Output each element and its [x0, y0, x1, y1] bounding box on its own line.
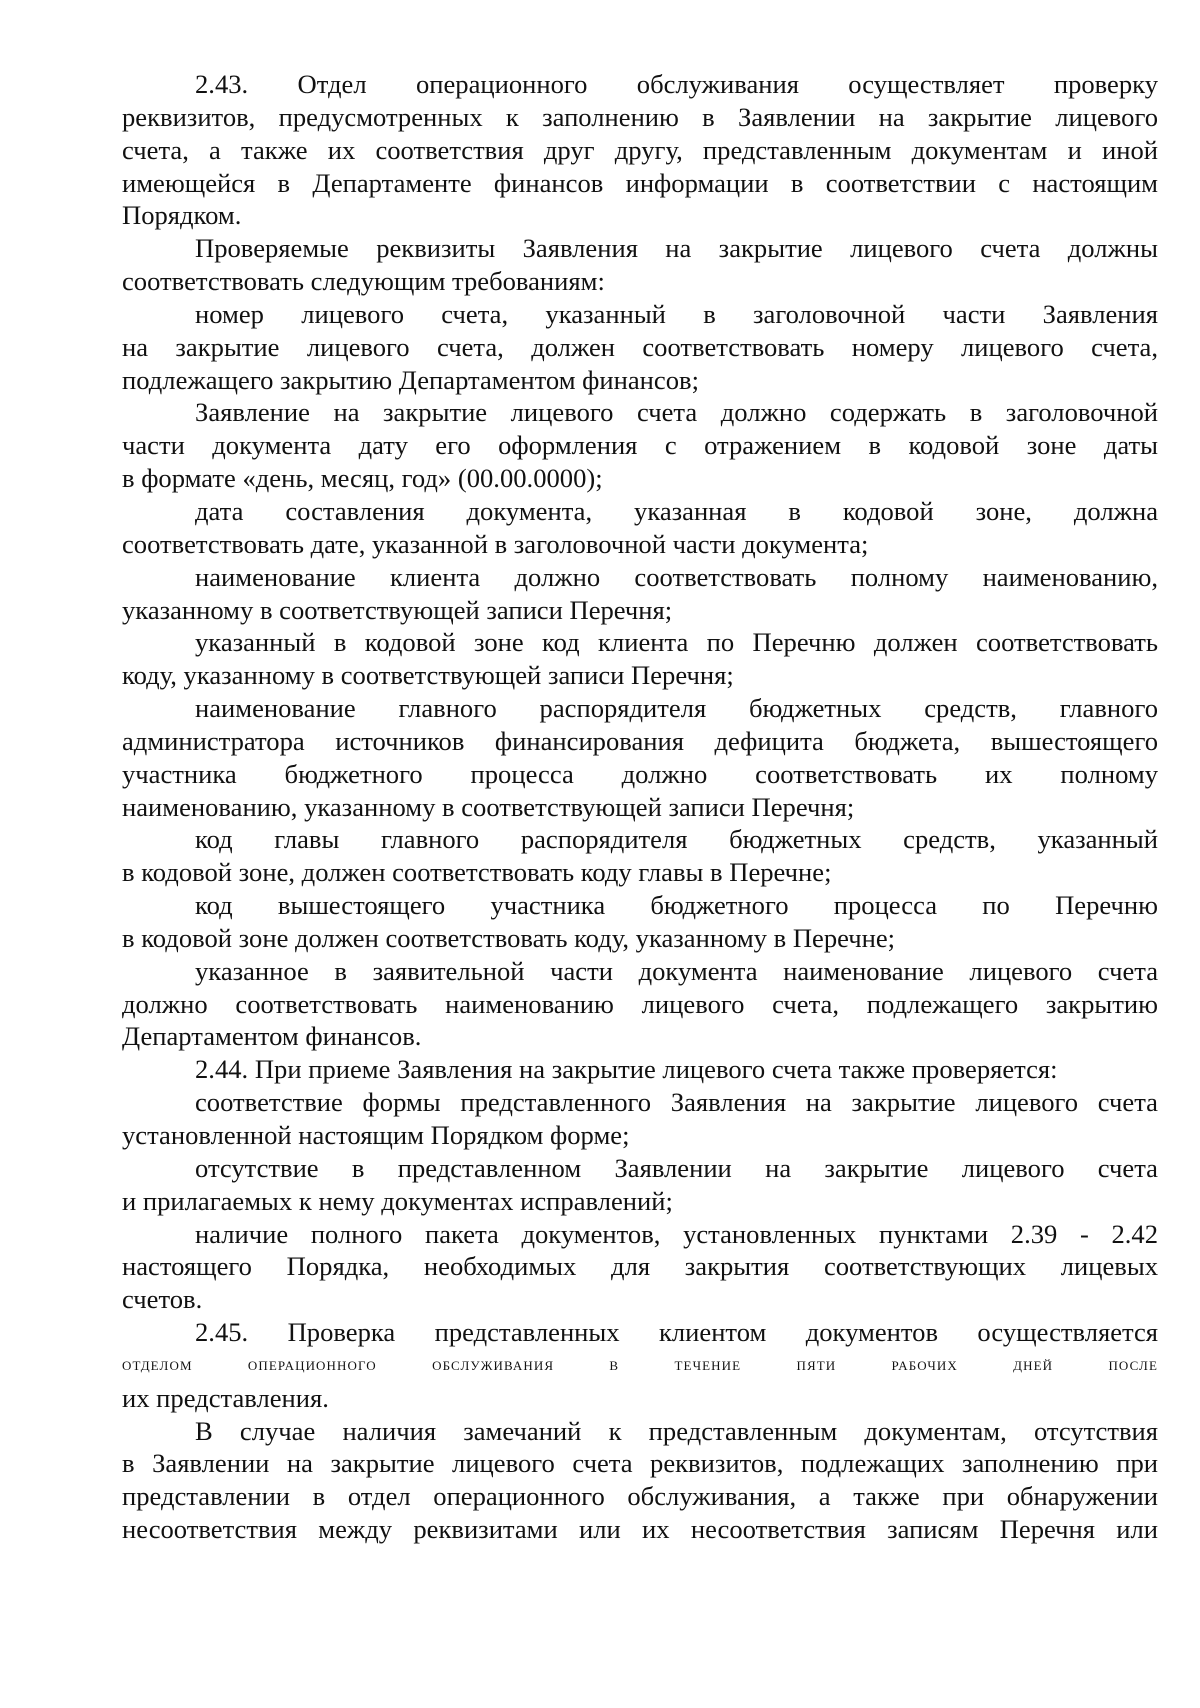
paragraph — [122, 561, 1158, 627]
paragraph — [122, 823, 1158, 889]
paragraph-line: соответствовать дате, указанной в заголовочной части документа; — [122, 528, 869, 559]
paragraph — [122, 1218, 1158, 1317]
paragraph — [122, 298, 1158, 397]
paragraph — [122, 1086, 1158, 1152]
paragraph-line: в кодовой зоне, должен соответствовать коду главы в Перечне; — [122, 857, 832, 888]
paragraph-line: соответствие формы представленного Заявления на закрытие лицевого счета — [195, 1087, 1158, 1118]
paragraph-line: номер лицевого счета, указанный в заголовочной части Заявления — [195, 298, 1158, 329]
paragraph-line: на закрытие лицевого счета, должен соответствовать номеру лицевого счета, — [122, 331, 1158, 362]
paragraph — [122, 1415, 1158, 1546]
paragraph-line: Департаментом финансов. — [122, 1021, 422, 1052]
paragraph-line: наименование клиента должно соответствовать полному наименованию, — [195, 561, 1158, 592]
paragraph — [122, 396, 1158, 495]
paragraph-line: представлении в отдел операционного обслуживания, а также при обнаружении — [122, 1481, 1158, 1512]
paragraph — [122, 955, 1158, 1054]
paragraph-line: должно соответствовать наименованию лицевого счета, подлежащего закрытию — [122, 988, 1158, 1019]
paragraph-line: наименованию, указанному в соответствующей записи Перечня; — [122, 791, 855, 822]
paragraph-line: участника бюджетного процесса должно соответствовать их полному — [122, 758, 1158, 789]
paragraph — [122, 68, 1158, 232]
paragraph-line: реквизитов, предусмотренных к заполнению в Заявлении на закрытие лицевого — [122, 101, 1158, 132]
paragraph-line: коду, указанному в соответствующей записи Перечня; — [122, 660, 734, 691]
paragraph-line: код главы главного распорядителя бюджетных средств, указанный — [195, 824, 1158, 855]
paragraph-line: код вышестоящего участника бюджетного процесса по Перечню — [195, 890, 1158, 921]
paragraph-line: указанное в заявительной части документа наименование лицевого счета — [195, 955, 1158, 986]
paragraph — [122, 692, 1158, 823]
paragraph-line: 2.43. Отдел операционного обслуживания осуществляет проверку — [195, 69, 1158, 99]
paragraph-line: подлежащего закрытию Департаментом финансов; — [122, 364, 699, 395]
paragraph — [122, 1316, 1158, 1415]
paragraph-line: соответствовать следующим требованиям: — [122, 266, 605, 297]
paragraph — [122, 1152, 1158, 1218]
paragraph — [122, 495, 1158, 561]
paragraph-line: отделом операционного обслуживания в течение пяти рабочих дней после — [122, 1353, 1158, 1375]
paragraph — [122, 626, 1158, 692]
paragraph — [122, 889, 1158, 955]
paragraph-line: Заявление на закрытие лицевого счета должно содержать в заголовочной — [195, 397, 1158, 428]
paragraph-line: указанный в кодовой зоне код клиента по Перечню должен соответствовать — [195, 627, 1158, 658]
paragraph-line: указанному в соответствующей записи Перечня; — [122, 594, 673, 625]
paragraph-line: имеющейся в Департаменте финансов информации в соответствии с настоящим — [122, 167, 1158, 198]
paragraph-line: 2.45. Проверка представленных клиентом документов осуществляется — [195, 1317, 1158, 1348]
paragraph-line: их представления. — [122, 1382, 329, 1413]
paragraph-line: счетов. — [122, 1284, 203, 1315]
paragraph-line: в формате «день, месяц, год» (00.00.0000); — [122, 463, 603, 494]
paragraph-line: счета, а также их соответствия друг другу, представленным документам и иной — [122, 134, 1158, 165]
paragraph-line: и прилагаемых к нему документах исправлений; — [122, 1185, 673, 1216]
paragraph-line: в кодовой зоне должен соответствовать коду, указанному в Перечне; — [122, 922, 896, 953]
paragraph-line: наличие полного пакета документов, установленных пунктами 2.39 - 2.42 — [195, 1218, 1158, 1249]
paragraph-line: 2.44. При приеме Заявления на закрытие лицевого счета также проверяется: — [195, 1054, 1058, 1085]
paragraph-line: отсутствие в представленном Заявлении на закрытие лицевого счета — [195, 1152, 1158, 1183]
paragraph — [122, 1053, 1158, 1086]
paragraph-line: администратора источников финансирования дефицита бюджета, вышестоящего — [122, 725, 1158, 756]
paragraph-line: наименование главного распорядителя бюджетных средств, главного — [195, 693, 1158, 724]
paragraph-line: установленной настоящим Порядком форме; — [122, 1120, 630, 1150]
paragraph-line: несоответствия между реквизитами или их несоответствия записям Перечня или — [122, 1514, 1158, 1545]
paragraph-line: части документа дату его оформления с отражением в кодовой зоне даты — [122, 430, 1158, 461]
paragraph-line: в Заявлении на закрытие лицевого счета реквизитов, подлежащих заполнению при — [122, 1448, 1158, 1479]
paragraph-line: дата составления документа, указанная в кодовой зоне, должна — [195, 495, 1158, 526]
paragraph — [122, 232, 1158, 298]
paragraph-line: Порядком. — [122, 200, 242, 231]
paragraph-line: Проверяемые реквизиты Заявления на закрытие лицевого счета должны — [195, 233, 1158, 264]
paragraph-line: В случае наличия замечаний к представленным документам, отсутствия — [195, 1415, 1158, 1446]
document-body — [122, 68, 1158, 1546]
paragraph-line: настоящего Порядка, необходимых для закрытия соответствующих лицевых — [122, 1251, 1158, 1282]
